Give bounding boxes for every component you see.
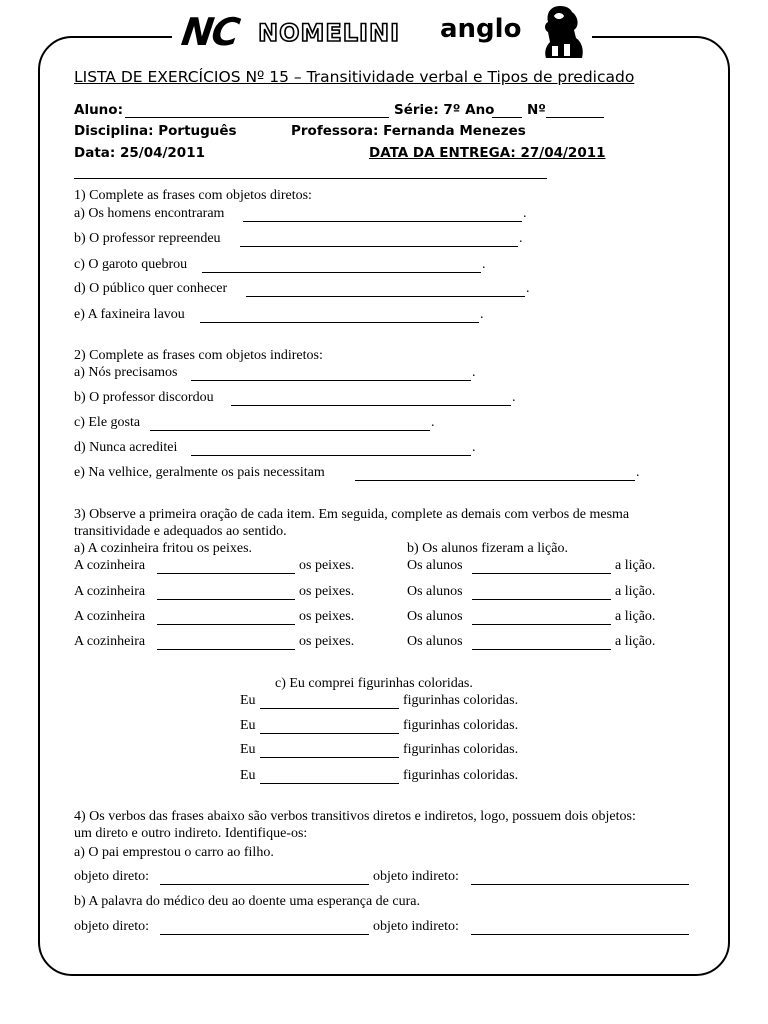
q3-b-answer-2[interactable] [472, 585, 611, 600]
q3-a-object-4: os peixes. [299, 634, 355, 649]
q4-a-oi-field[interactable] [471, 870, 689, 885]
q3-c-subject-2: Eu [240, 718, 256, 733]
q3-a-object-1: os peixes. [299, 558, 355, 573]
q3-b-answer-4[interactable] [472, 635, 611, 650]
q2-period-c: . [431, 415, 435, 430]
q3-a-answer-3[interactable] [157, 610, 295, 625]
q1-answer-a[interactable] [243, 207, 522, 222]
q3-a-title: a) A cozinheira fritou os peixes. [74, 541, 253, 556]
q1-statement: 1) Complete as frases com objetos diretos: [74, 188, 312, 203]
q3-b-object-2: a lição. [615, 584, 656, 599]
q2-answer-b[interactable] [231, 391, 511, 406]
q1-period-e: . [480, 307, 484, 322]
q1-item-c: c) O garoto quebrou [74, 257, 188, 272]
q1-answer-c[interactable] [202, 258, 481, 273]
q3-c-subject-3: Eu [240, 742, 256, 757]
q2-answer-a[interactable] [191, 366, 471, 381]
q1-period-a: . [523, 206, 527, 221]
q3-b-object-1: a lição. [615, 558, 656, 573]
q3-b-subject-3: Os alunos [407, 609, 463, 624]
q3-a-answer-4[interactable] [157, 635, 295, 650]
q4-b-od-label: objeto direto: [74, 919, 150, 934]
q2-item-e: e) Na velhice, geralmente os pais necessitam [74, 465, 325, 480]
logo-nomelini: NOMELINI [258, 19, 401, 47]
q3-b-subject-2: Os alunos [407, 584, 463, 599]
q3-c-object-4: figurinhas coloridas. [403, 768, 519, 783]
q1-item-e: e) A faxineira lavou [74, 307, 185, 322]
q3-statement-line1: 3) Observe a primeira oração de cada item. Em seguida, complete as demais com verbos de mesma [74, 507, 630, 522]
professora: Professora: Fernanda Menezes [291, 123, 526, 139]
q3-b-subject-4: Os alunos [407, 634, 463, 649]
q1-answer-e[interactable] [200, 308, 479, 323]
q4-statement-line1: 4) Os verbos das frases abaixo são verbos transitivos diretos e indiretos, logo, possuem dois objetos: [74, 809, 636, 824]
q3-c-object-2: figurinhas coloridas. [403, 718, 519, 733]
q3-c-answer-4[interactable] [260, 769, 399, 784]
q3-a-subject-2: A cozinheira [74, 584, 146, 599]
q3-c-title: c) Eu comprei figurinhas coloridas. [275, 676, 473, 691]
q3-a-object-3: os peixes. [299, 609, 355, 624]
logo-anglo: anglo [440, 14, 522, 44]
q4-b-oi-field[interactable] [471, 920, 689, 935]
q3-c-answer-3[interactable] [260, 743, 399, 758]
q2-statement: 2) Complete as frases com objetos indiretos: [74, 348, 323, 363]
q3-c-answer-2[interactable] [260, 719, 399, 734]
q3-statement-line2: transitividade e adequados ao sentido. [74, 524, 287, 539]
q1-item-d: d) O público quer conhecer [74, 281, 228, 296]
q4-statement-line2: um direto e outro indireto. Identifique-os: [74, 826, 308, 841]
aluno-label: Aluno: [74, 102, 123, 118]
q2-period-a: . [472, 365, 476, 380]
q3-a-subject-1: A cozinheira [74, 558, 146, 573]
q2-item-b: b) O professor discordou [74, 390, 214, 405]
q3-c-subject-4: Eu [240, 768, 256, 783]
logo-nc: NC [178, 10, 241, 54]
worksheet-title: LISTA DE EXERCÍCIOS Nº 15 – Transitividade verbal e Tipos de predicado [74, 68, 635, 86]
q1-answer-d[interactable] [246, 282, 525, 297]
numero-field[interactable] [546, 103, 604, 118]
q2-period-b: . [512, 390, 516, 405]
q4-b-od-field[interactable] [160, 920, 369, 935]
q1-answer-b[interactable] [240, 232, 518, 247]
q2-answer-e[interactable] [355, 466, 635, 481]
q3-b-object-3: a lição. [615, 609, 656, 624]
q4-a-od-label: objeto direto: [74, 869, 150, 884]
q1-period-b: . [519, 231, 523, 246]
q4-a-od-field[interactable] [160, 870, 369, 885]
q4-a: a) O pai emprestou o carro ao filho. [74, 845, 274, 860]
q1-period-c: . [482, 257, 486, 272]
q4-b-oi-label: objeto indireto: [373, 919, 459, 934]
q3-c-object-3: figurinhas coloridas. [403, 742, 519, 757]
q3-a-object-2: os peixes. [299, 584, 355, 599]
q3-b-title: b) Os alunos fizeram a lição. [407, 541, 568, 556]
numero-label: Nº [527, 102, 546, 118]
disciplina: Disciplina: Português [74, 123, 237, 139]
q3-b-object-4: a lição. [615, 634, 656, 649]
data-entrega: DATA DA ENTREGA: 27/04/2011 [369, 145, 606, 161]
q3-b-answer-1[interactable] [472, 559, 611, 574]
q4-a-oi-label: objeto indireto: [373, 869, 459, 884]
q2-answer-c[interactable] [150, 416, 430, 431]
q4-b: b) A palavra do médico deu ao doente uma esperança de cura. [74, 894, 420, 909]
q3-c-answer-1[interactable] [260, 694, 399, 709]
q2-period-e: . [636, 465, 640, 480]
data: Data: 25/04/2011 [74, 145, 205, 161]
q3-a-answer-1[interactable] [157, 559, 295, 574]
aluno-field[interactable] [125, 103, 389, 118]
q2-item-d: d) Nunca acreditei [74, 440, 178, 455]
separator-line [74, 166, 547, 179]
q3-b-subject-1: Os alunos [407, 558, 463, 573]
q1-item-a: a) Os homens encontraram [74, 206, 225, 221]
q2-answer-d[interactable] [191, 441, 471, 456]
q3-c-subject-1: Eu [240, 693, 256, 708]
q3-c-object-1: figurinhas coloridas. [403, 693, 519, 708]
serie-label: Série: 7º Ano [394, 102, 495, 118]
q3-a-subject-4: A cozinheira [74, 634, 146, 649]
lion-icon [538, 2, 588, 60]
q2-period-d: . [472, 440, 476, 455]
q2-item-a: a) Nós precisamos [74, 365, 178, 380]
q3-a-subject-3: A cozinheira [74, 609, 146, 624]
q1-period-d: . [526, 281, 530, 296]
q1-item-b: b) O professor repreendeu [74, 231, 221, 246]
q3-a-answer-2[interactable] [157, 585, 295, 600]
q2-item-c: c) Ele gosta [74, 415, 141, 430]
q3-b-answer-3[interactable] [472, 610, 611, 625]
serie-field[interactable] [492, 103, 522, 118]
